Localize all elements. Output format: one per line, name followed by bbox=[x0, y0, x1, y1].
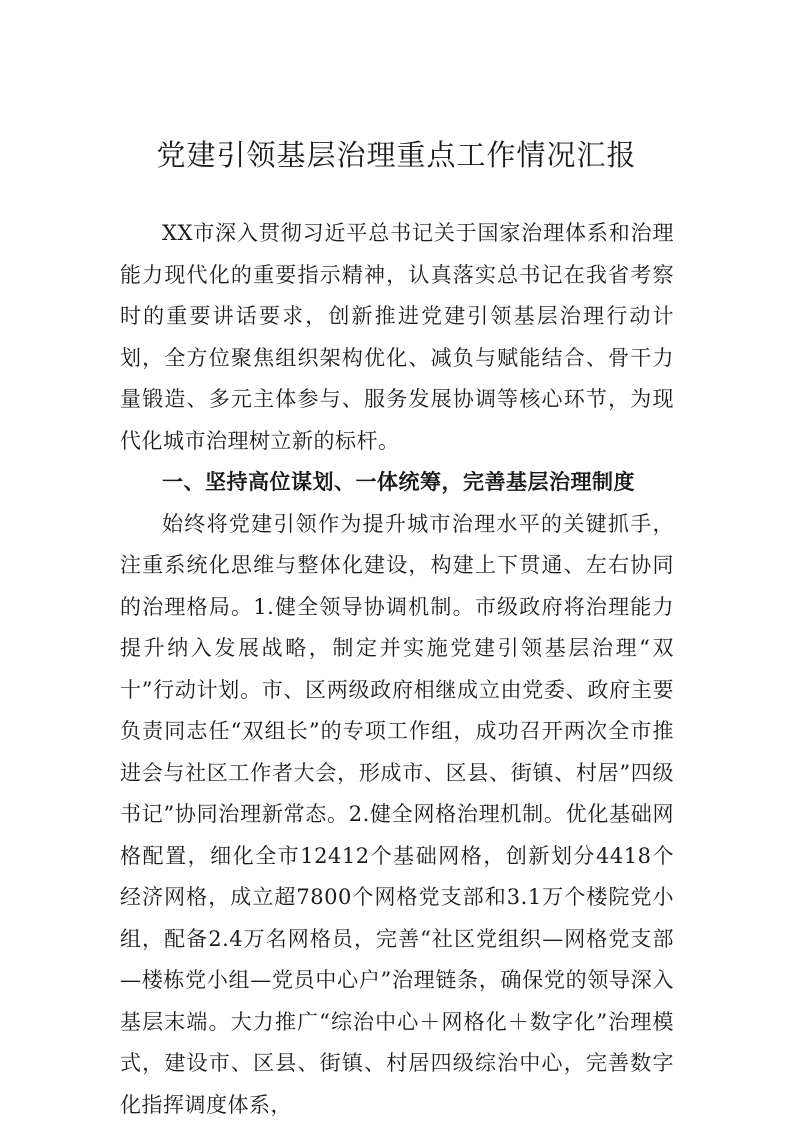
intro-paragraph: XX市深入贯彻习近平总书记关于国家治理体系和治理能力现代化的重要指示精神，认真落实总书记在我省考察时的重要讲话要求，创新推进党建引领基层治理行动计划，全方位聚焦组织架构优化、减负与赋能结合、骨干力量锻造、多元主体参与、服务发展协调等核心环节，为现代化城市治理树立新的标杆。 bbox=[120, 213, 674, 462]
section-paragraph: 始终将党建引领作为提升城市治理水平的关键抓手，注重系统化思维与整体化建设，构建上下贯通、左右协同的治理格局。1.健全领导协调机制。市级政府将治理能力提升纳入发展战略，制定并实施党建引领基层治理“双十”行动计划。市、区两级政府相继成立由党委、政府主要负责同志任“双组长”的专项工作组，成功召开两次全市推进会与社区工作者大会，形成市、区县、街镇、村居”四级书记”协同治理新常态。2.健全网格治理机制。优化基础网格配置，细化全市12412个基础网格，创新划分4418个经济网格，成立超7800个网格党支部和3.1万个楼院党小组，配备2.4万名网格员，完善“社区党组织—网格党支部—楼栋党小组—党员中心户”治理链条，确保党的领导深入基层末端。大力推广“综治中心＋网格化＋数字化”治理模式，建设市、区县、街镇、村居四级综治中心，完善数字化指挥调度体系， bbox=[120, 504, 674, 1126]
section-heading: 一、坚持高位谋划、一体统筹，完善基层治理制度 bbox=[120, 462, 674, 504]
document-body bbox=[120, 213, 674, 1126]
document-title: 党建引领基层治理重点工作情况汇报 bbox=[0, 133, 793, 177]
